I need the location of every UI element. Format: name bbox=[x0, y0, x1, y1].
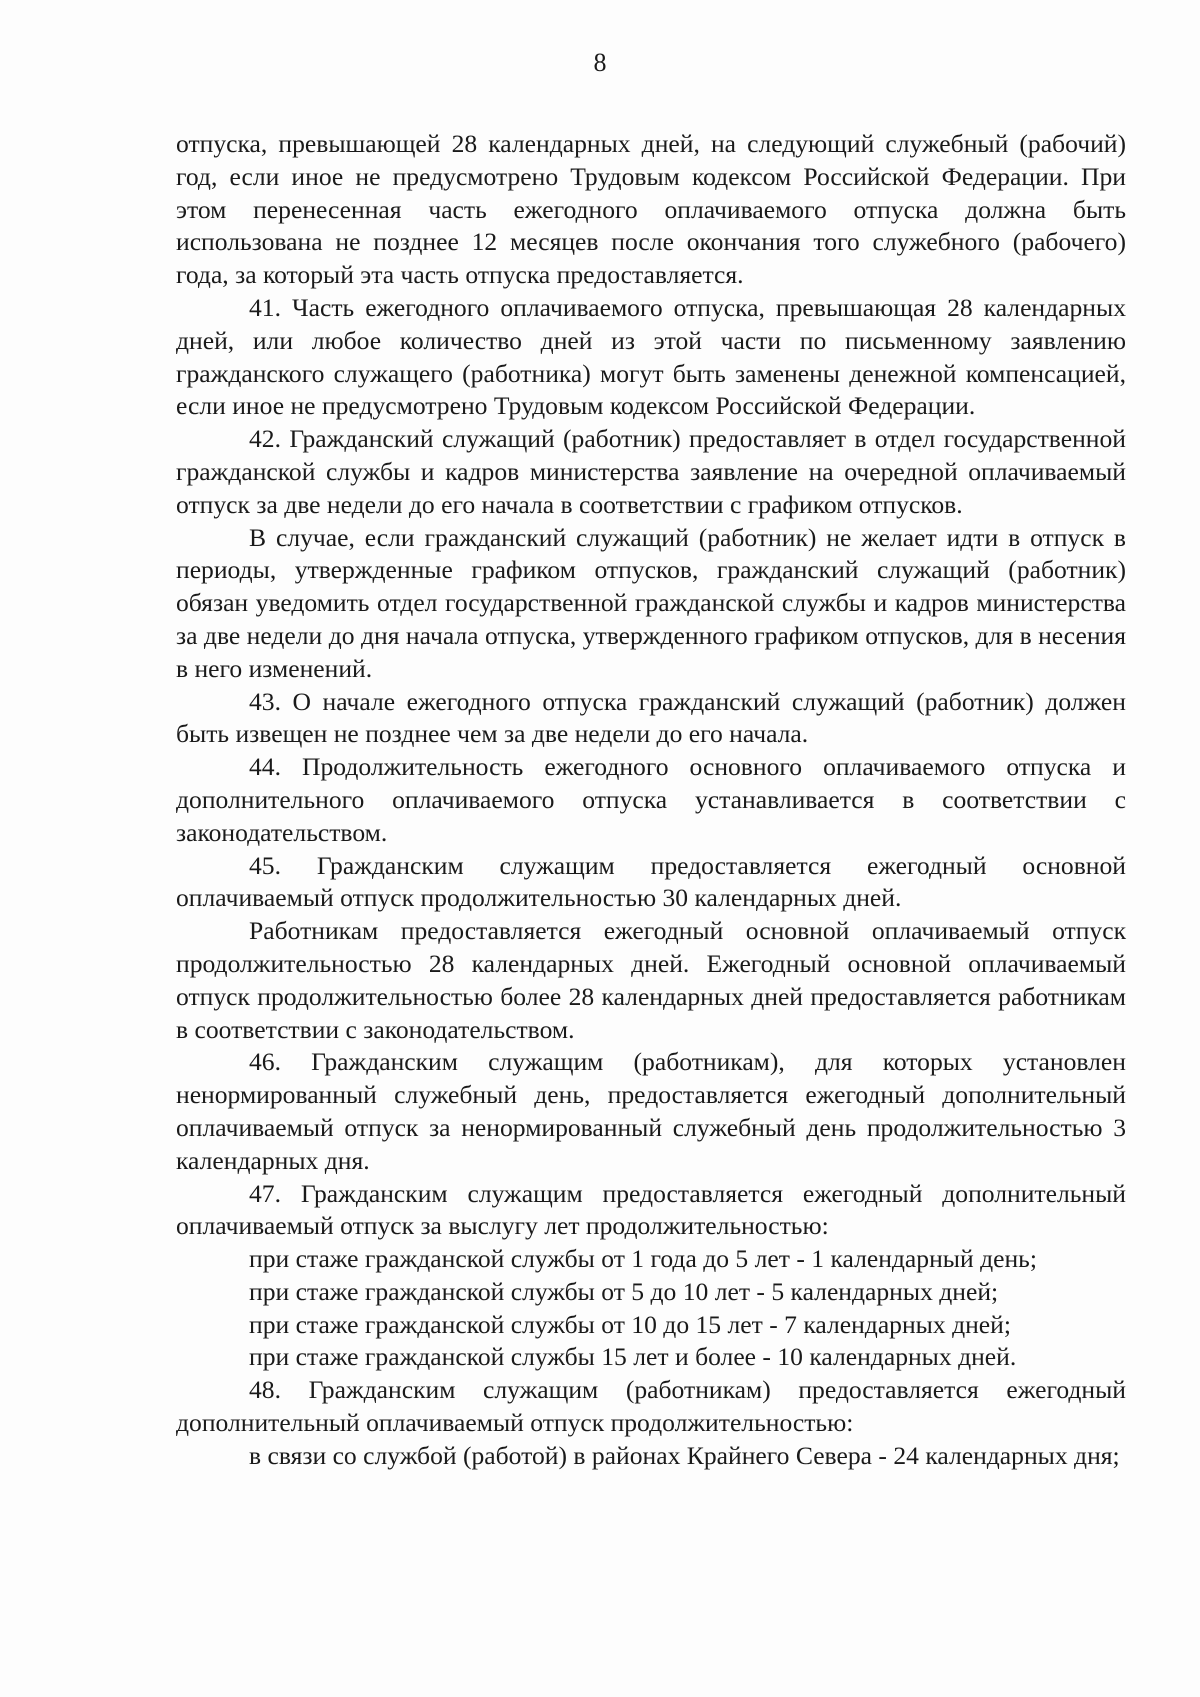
paragraph-42: 42. Гражданский служащий (работник) предоставляет в отдел государственной гражданской службы и кадров министерства заявление на очередной оплачиваемый отпуск за две недели до его начала в соответствии с графиком отпусков. bbox=[176, 424, 1126, 519]
paragraph-42-note: В случае, если гражданский служащий (работник) не желает идти в отпуск в периоды, утвержденные графиком отпусков, гражданский служащий (работник) обязан уведомить отдел государственной гражданской службы и кадров министерства за две недели до дня начала отпуска, утвержденного графиком отпусков, для в несения в него изменений. bbox=[176, 522, 1126, 683]
paragraph-47: 47. Гражданским служащим предоставляется ежегодный дополнительный оплачиваемый отпуск за выслугу лет продолжительностью: bbox=[176, 1178, 1126, 1241]
paragraph-continuation: отпуска, превышающей 28 календарных дней, на следующий служебный (рабочий) год, если иное не предусмотрено Трудовым кодексом Российской Федерации. При этом перенесенная часть ежегодного оплачиваемого отпуска должна быть использована не позднее 12 месяцев после окончания того служебного (рабочего) года, за который эта часть отпуска предоставляется. bbox=[176, 129, 1126, 290]
paragraph-48: 48. Гражданским служащим (работникам) предоставляется ежегодный дополнительный оплачиваемый отпуск продолжительностью: bbox=[176, 1375, 1126, 1438]
list-item-service-15-plus: при стаже гражданской службы 15 лет и более - 10 календарных дней. bbox=[249, 1342, 1017, 1372]
paragraph-43: 43. О начале ежегодного отпуска гражданский служащий (работник) должен быть извещен не позднее чем за две недели до его начала. bbox=[176, 686, 1126, 749]
paragraph-46: 46. Гражданским служащим (работникам), для которых установлен ненормированный служебный день, предоставляется ежегодный дополнительный оплачиваемый отпуск за ненормированный служебный день продолжительностью 3 календарных дня. bbox=[176, 1047, 1126, 1175]
list-item-service-5-10: при стаже гражданской службы от 5 до 10 лет - 5 календарных дней; bbox=[249, 1276, 999, 1306]
document-body bbox=[176, 128, 1126, 1473]
paragraph-41: 41. Часть ежегодного оплачиваемого отпуска, превышающая 28 календарных дней, или любое количество дней из этой части по письменному заявлению гражданского служащего (работника) могут быть заменены денежной компенсацией, если иное не предусмотрено Трудовым кодексом Российской Федерации. bbox=[176, 292, 1126, 421]
page-number: 8 bbox=[593, 48, 607, 77]
paragraph-44: 44. Продолжительность ежегодного основного оплачиваемого отпуска и дополнительного оплачиваемого отпуска устанавливается в соответствии с законодательством. bbox=[176, 752, 1126, 847]
list-item-service-10-15: при стаже гражданской службы от 10 до 15 лет - 7 календарных дней; bbox=[249, 1309, 1011, 1339]
paragraph-45: 45. Гражданским служащим предоставляется ежегодный основной оплачиваемый отпуск продолжительностью 30 календарных дней. bbox=[176, 850, 1126, 913]
paragraph-45-workers: Работникам предоставляется ежегодный основной оплачиваемый отпуск продолжительностью 28 календарных дней. Ежегодный основной оплачиваемый отпуск продолжительностью более 28 календарных дней предоставляется работникам в соответствии с законодательством. bbox=[176, 916, 1126, 1044]
list-item-service-1-5: при стаже гражданской службы от 1 года до 5 лет - 1 календарный день; bbox=[249, 1244, 1037, 1274]
paragraph-48-far-north: в связи со службой (работой) в районах Крайнего Севера - 24 календарных дня; bbox=[249, 1440, 1120, 1470]
